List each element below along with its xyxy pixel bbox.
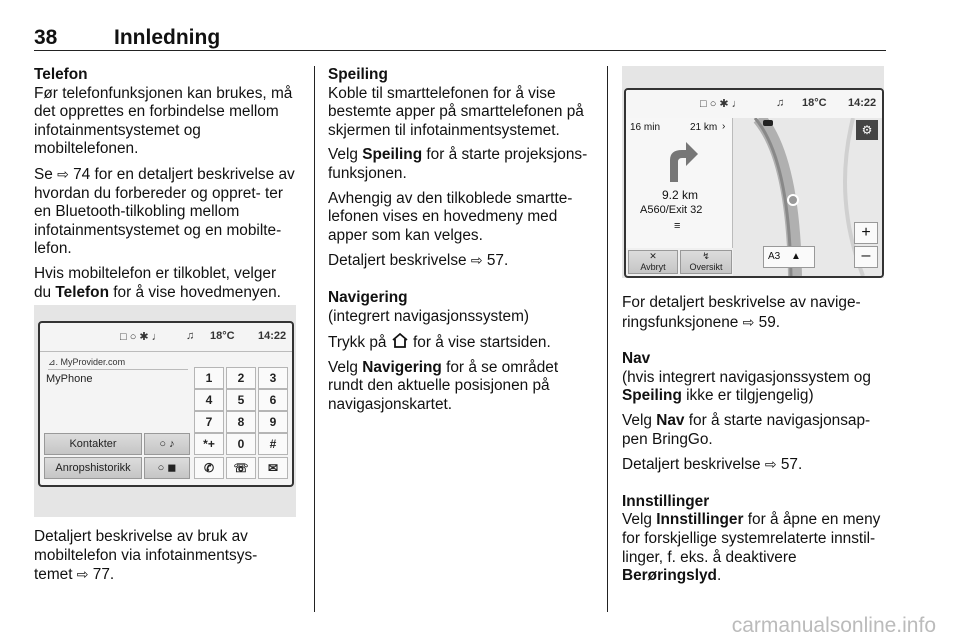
column-3 xyxy=(622,294,887,592)
speiling-paragraph-4: Detaljert beskrivelse ⇨ 57. xyxy=(328,252,509,270)
voice-icon[interactable]: ○ ♪ xyxy=(144,433,190,455)
status-bar xyxy=(40,323,292,352)
key-3[interactable]: 3 xyxy=(258,367,288,389)
key-4[interactable]: 4 xyxy=(194,389,224,411)
key-7[interactable]: 7 xyxy=(194,411,224,433)
column-2 xyxy=(328,66,590,421)
cancel-route-button[interactable]: ✕ Avbryt xyxy=(628,250,678,274)
key-0[interactable]: 0 xyxy=(226,433,256,455)
status-icons: □ ○ ✱ ♩ xyxy=(700,98,743,110)
temperature: 18°C xyxy=(802,97,827,109)
key-9[interactable]: 9 xyxy=(258,411,288,433)
navigering-paragraph-2: Velg Navigering for å se området rundt den aktuelle posisjonen på navigasjonskartet. xyxy=(328,358,559,413)
column-divider-1 xyxy=(314,66,315,612)
key-star[interactable]: *+ xyxy=(194,433,224,455)
phone-caption: Detaljert beskrivelse av bruk av mobiltelefon via infotainmentsys‐ temet ⇨ 77. xyxy=(34,528,258,584)
telefon-paragraph-2: Se ⇨ 74 for en detaljert beskrivelse av hvordan du forbereder og oppret‐ ter en Bluetooth-tilkobling mellom infotainmentsystemet og en mobilte‐ lefon. xyxy=(34,165,295,258)
nav-heading: Nav xyxy=(622,350,651,368)
clock: 14:22 xyxy=(258,330,287,342)
page-number: 38 xyxy=(34,26,58,49)
phone-call-icon[interactable]: ✆ xyxy=(194,457,224,479)
speiling-paragraph-3: Avhengig av den tilkoblede smartte‐ lefonen vises en hovedmeny med apper som kan velges. xyxy=(328,189,573,244)
settings-gear-icon[interactable]: ⚙ xyxy=(856,120,878,140)
navigation-screen xyxy=(624,88,884,278)
road-name: A3 xyxy=(768,251,781,262)
key-5[interactable]: 5 xyxy=(226,389,256,411)
route-overview-button[interactable]: ↯ Oversikt xyxy=(680,250,732,274)
key-2[interactable]: 2 xyxy=(226,367,256,389)
trip-duration: 16 min xyxy=(630,122,661,133)
column-divider-2 xyxy=(607,66,608,612)
music-icon: ♫ xyxy=(776,97,785,109)
nav-subtitle: (hvis integrert navigasjonssystem og Speiling ikke er tilgjengelig) xyxy=(622,368,871,405)
telefon-paragraph-1: Før telefonfunksjonen kan brukes, må det opprettes en forbindelse mellom infotainmentsystemet og mobiltelefonen. xyxy=(34,84,293,158)
road-type-icon: ▲ xyxy=(791,251,801,262)
navigering-heading: Navigering xyxy=(328,288,408,306)
temperature: 18°C xyxy=(210,330,235,342)
guidance-panel xyxy=(626,118,733,248)
zoom-out-button[interactable]: – xyxy=(854,246,878,268)
key-6[interactable]: 6 xyxy=(258,389,288,411)
chapter-title: Innledning xyxy=(114,26,221,49)
exit-name: A560/Exit 32 xyxy=(640,204,703,216)
nav-paragraph-2: Detaljert beskrivelse ⇨ 57. xyxy=(622,456,803,474)
provider-label: ⊿. MyProvider.com xyxy=(48,357,126,367)
phone-screenshot xyxy=(34,305,296,517)
settings-paragraph: Velg Innstillinger for å åpne en meny for forskjellige systemrelaterte innstil‐ linger, f. eks. å deaktivere Berøringslyd. xyxy=(622,511,881,585)
speiling-paragraph-1: Koble til smarttelefonen for å vise bestemte apper på smarttelefonen på skjermen til infotainmentsystemet. xyxy=(328,84,584,139)
road-indicator xyxy=(763,246,815,268)
column-1 xyxy=(34,66,296,308)
reference-arrow-icon: ⇨ xyxy=(57,165,69,182)
contacts-button[interactable]: Kontakter xyxy=(44,433,142,455)
zoom-in-button[interactable]: + xyxy=(854,222,878,244)
hang-up-icon[interactable]: ☏ xyxy=(226,457,256,479)
key-8[interactable]: 8 xyxy=(226,411,256,433)
map-view[interactable] xyxy=(733,118,882,276)
chevron-right-icon[interactable]: › xyxy=(722,121,726,132)
page-header xyxy=(34,24,886,51)
telefon-paragraph-3: Hvis mobiltelefon er tilkoblet, velger du Telefon for å vise hovedmenyen. xyxy=(34,264,281,301)
phone-screen xyxy=(38,321,294,487)
message-icon[interactable]: ✉ xyxy=(258,457,288,479)
reference-arrow-icon: ⇨ xyxy=(470,252,483,269)
speaker-icon[interactable]: ○ ◼ xyxy=(144,457,190,479)
telefon-heading: Telefon xyxy=(34,66,88,83)
divider xyxy=(48,369,188,370)
navigation-screenshot xyxy=(622,66,884,278)
nav-caption: For detaljert beskrivelse av navige‐ ringsfunksjonene ⇨ 59. xyxy=(622,294,861,331)
turn-right-arrow-icon xyxy=(660,138,700,182)
position-marker-icon xyxy=(763,120,773,126)
trip-distance: 21 km xyxy=(690,122,718,133)
speiling-paragraph-2: Velg Speiling for å starte projeksjons‐ funksjonen. xyxy=(328,146,588,182)
close-icon: ✕ xyxy=(649,251,657,261)
reference-arrow-icon: ⇨ xyxy=(76,566,89,583)
home-icon xyxy=(391,332,409,349)
watermark: carmanualsonline.info xyxy=(731,614,936,637)
reference-arrow-icon: ⇨ xyxy=(742,313,755,330)
list-icon[interactable]: ≡ xyxy=(674,220,681,232)
reference-arrow-icon: ⇨ xyxy=(764,456,777,473)
key-hash[interactable]: # xyxy=(258,433,288,455)
route-icon: ↯ xyxy=(702,251,710,261)
device-name: MyPhone xyxy=(46,373,93,385)
call-history-button[interactable]: Anropshistorikk xyxy=(44,457,142,479)
navigering-subtitle: (integrert navigasjonssystem) xyxy=(328,307,530,325)
speiling-heading: Speiling xyxy=(328,66,388,83)
music-icon: ♫ xyxy=(186,330,195,342)
settings-heading: Innstillinger xyxy=(622,492,710,510)
clock: 14:22 xyxy=(848,97,877,109)
next-maneuver-distance: 9.2 km xyxy=(662,188,699,202)
status-icons: □ ○ ✱ ♩ xyxy=(120,331,163,343)
navigering-paragraph-1: Trykk på for å vise startsiden. xyxy=(328,334,551,352)
status-bar xyxy=(626,90,882,119)
nav-paragraph-1: Velg Nav for å starte navigasjonsap‐ pen BringGo. xyxy=(622,411,871,448)
key-1[interactable]: 1 xyxy=(194,367,224,389)
